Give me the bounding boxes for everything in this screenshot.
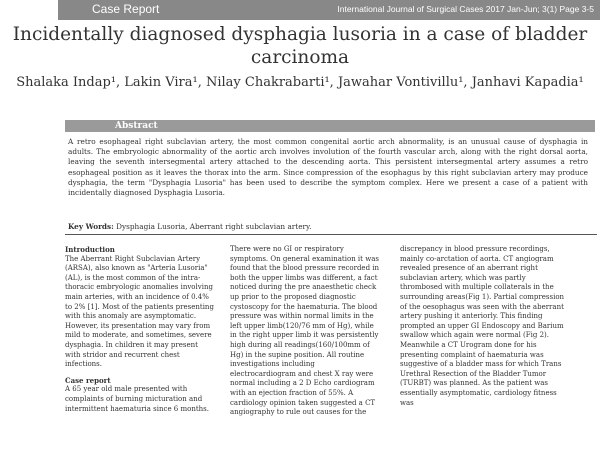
abstract-divider [65, 234, 597, 235]
column-3 [400, 245, 570, 408]
keywords-label: Key Words: [68, 222, 114, 231]
case-report-text: A 65 year old male presented with complaints of burning micturation and intermittent haematuria since 6 months. [65, 385, 209, 413]
abstract-heading: Abstract [115, 121, 158, 131]
column-2-text: There were no GI or respiratory symptoms. On general examination it was found that the blood pressure recorded in both the upper limbs was different, a fact noticed during the pre anaesthetic check up prior to the proposed diagnostic cystoscopy for the haematuria. The blood pressure was within normal limits in the left upper limb(120/76 mm of Hg), while in the right upper limb it was persistently high during all readings(160/100mm of Hg) in the supine position. All routine investigations including electrocardiogram and chest X ray were normal including a 2 D Echo cardiogram with an ejection fraction of 55%. A cardiology opinion taken suggested a CT angiography to rule out causes for the [230, 245, 380, 417]
column-3-text: discrepancy in blood pressure recordings, mainly co-arctation of aorta. CT angiogram revealed presence of an aberrant right subclavian artery, which was partly thrombosed with multiple collaterals in the surrounding areas(Fig 1). Partial compression of the oesophagus was seen with the aberrant artery pushing it anteriorly. This finding prompted an upper GI Endoscopy and Barium swallow which again were normal (Fig 2). Meanwhile a CT Urogram done for his presenting complaint of haematuria was suggestive of a bladder mass for which Trans Urethral Resection of the Bladder Tumor (TURBT) was planned. As the patient was essentially asymptomatic, cardiology fitness was [400, 245, 565, 407]
introduction-text: The Aberrant Right Subclavian Artery (ARSA), also known as "Arteria Lusoria" (AL), is the most common of the intra-thoracic embryologic anomalies involving main arteries, with an incidence of 0.4% to 2% [1]. Most of the patients presenting with this anomaly are asymptomatic. However, its presentation may vary from mild to moderate, and sometimes, severe dysphagia. In children it may present with stridor and recurrent chest infections. [65, 254, 214, 369]
journal-citation: International Journal of Surgical Cases 2017 Jan-Jun; 3(1) Page 3-5 [337, 4, 594, 14]
journal-header-bar [58, 0, 600, 20]
column-1 [65, 245, 215, 414]
section-label: Case Report [92, 2, 160, 16]
keywords-line [68, 222, 588, 231]
abstract-text: A retro esophageal right subclavian artery, the most common congenital aortic arch abnormality, is an unusual cause of dysphagia in adults. The embryologic abnormality of the aortic arch involves involution of the fourth vascular arch, along with the right dorsal aorta, leaving the seventh intersegmental artery attached to the descending aorta. This persistent intersegmental artery assumes a retro esophageal position as it leaves the thorax into the arm. Since compression of the esophagus by this right subclavian artery may produce dysphagia, the term "Dysphagia Lusoria" has been used to describe the symptom complex. Here we present a case of a patient with incidentally diagnosed Dysphagia Lusoria. [68, 137, 588, 198]
column-2 [230, 245, 380, 418]
article-title: Incidentally diagnosed dysphagia lusoria in a case of bladder carcinoma [12, 24, 588, 68]
case-report-heading: Case report [65, 375, 111, 385]
introduction-heading: Introduction [65, 245, 115, 254]
author-list: Shalaka Indap¹, Lakin Vira¹, Nilay Chakrabarti¹, Jawahar Vontivillu¹, Janhavi Kapadia¹ [16, 75, 584, 90]
abstract-heading-bar [65, 120, 595, 132]
keywords-text: Dysphagia Lusoria, Aberrant right subclavian artery. [116, 222, 312, 231]
